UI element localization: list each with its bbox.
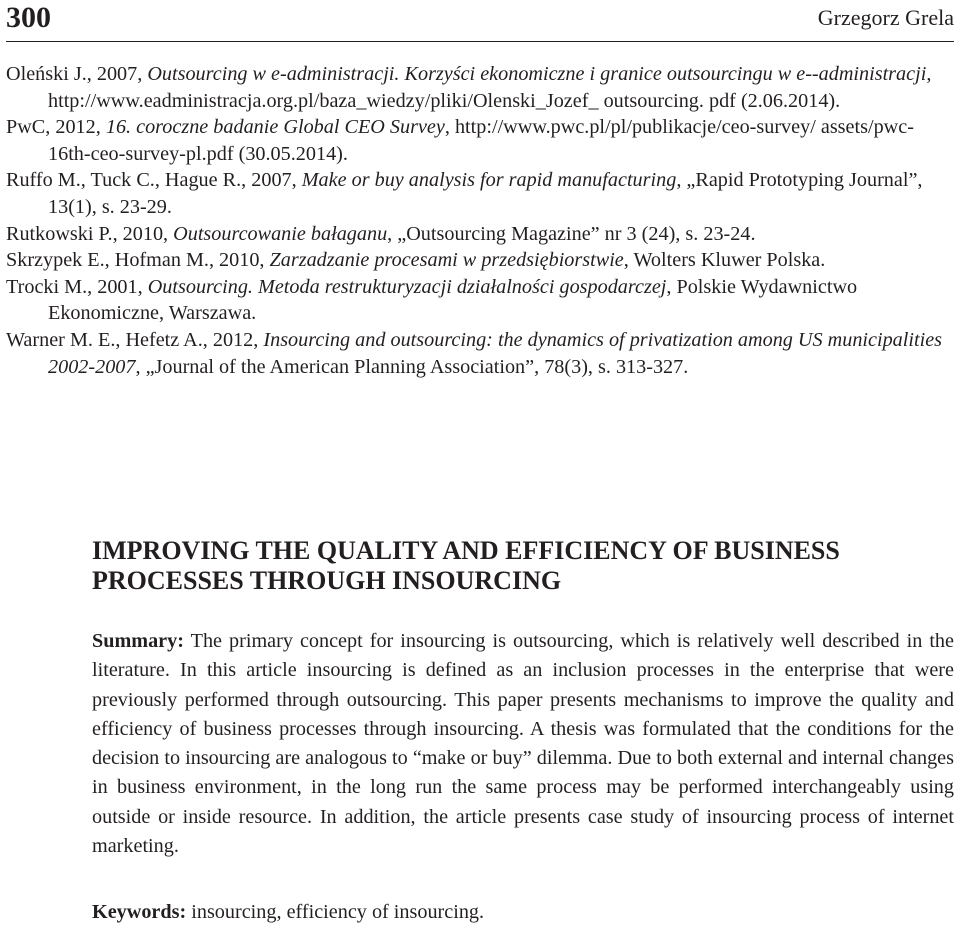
- reference-author: Skrzypek E., Hofman M., 2010,: [6, 249, 270, 272]
- reference-title: Insourcing and outsourcing: the dynamics of privatization among US municipalities 2002-2007: [48, 328, 943, 378]
- reference-item: [6, 61, 954, 114]
- reference-item: [6, 221, 954, 248]
- reference-author: Ruffo M., Tuck C., Hague R., 2007,: [6, 169, 302, 192]
- paper-title: IMPROVING THE QUALITY AND EFFICIENCY OF BUSINESS PROCESSES THROUGH INSOURCING: [92, 536, 840, 595]
- reference-item: [6, 274, 954, 327]
- page-number: 300: [6, 1, 51, 34]
- reference-title: Outsourcowanie bałaganu: [173, 222, 388, 245]
- running-author: Grzegorz Grela: [817, 5, 954, 30]
- reference-author: PwC, 2012,: [6, 116, 106, 139]
- running-header: [6, 0, 954, 42]
- reference-author: Warner M. E., Hefetz A., 2012,: [6, 328, 264, 351]
- reference-item: [6, 114, 954, 167]
- reference-details: , Wolters Kluwer Polska.: [623, 249, 826, 272]
- reference-item: [6, 247, 954, 274]
- keywords-label: Keywords:: [92, 901, 187, 923]
- keywords-line: [92, 898, 954, 927]
- reference-details: , http://www.eadministracja.org.pl/baza_wiedzy/pliki/Olenski_Jozef_ outsourcing. pdf (2.06.2014).: [48, 63, 932, 112]
- summary-text: The primary concept for insourcing is outsourcing, which is relatively well described in the literature. In this article insourcing is defined as an inclusion processes in the enterprise that were previously performed through outsourcing. This paper presents mechanisms to improve the quality and efficiency of business processes through insourcing. A thesis was formulated that the conditions for the decision to insourcing are analogous to “make or buy” dilemma. Due to both external and internal changes in business environment, in the long run the same process may be performed interchangeably using outside or inside resource. In addition, the article presents case study of insourcing process of internet marketing.: [92, 630, 954, 858]
- reference-author: Trocki M., 2001,: [6, 275, 148, 298]
- reference-title: Zarzadzanie procesami w przedsiębiorstwie: [269, 249, 624, 272]
- reference-item: [6, 167, 954, 220]
- reference-details: , „Outsourcing Magazine” nr 3 (24), s. 23-24.: [387, 222, 756, 245]
- reference-item: [6, 327, 954, 380]
- summary-label: Summary:: [92, 630, 184, 652]
- reference-details: , „Journal of the American Planning Association”, 78(3), s. 313-327.: [135, 355, 689, 378]
- reference-list: [6, 61, 954, 380]
- reference-title: Make or buy analysis for rapid manufacturing: [301, 169, 677, 192]
- keywords-text: insourcing, efficiency of insourcing.: [186, 901, 485, 923]
- reference-author: Oleński J., 2007,: [6, 63, 148, 85]
- reference-author: Rutkowski P., 2010,: [6, 222, 174, 245]
- reference-title: Outsourcing. Metoda restrukturyzacji działalności gospodarczej: [147, 275, 667, 298]
- reference-details: , http://www.pwc.pl/pl/publikacje/ceo-survey/ assets/pwc-16th-ceo-survey-pl.pdf (30.05.2014).: [48, 116, 914, 165]
- reference-details: , Polskie Wydawnictwo Ekonomiczne, Warszawa.: [48, 275, 858, 325]
- reference-title: Outsourcing w e-administracji. Korzyści ekonomiczne i granice outsourcingu w e--administracji: [147, 63, 927, 85]
- reference-title: 16. coroczne badanie Global CEO Survey: [105, 116, 445, 139]
- reference-details: , „Rapid Prototyping Journal”, 13(1), s. 23-29.: [48, 169, 923, 218]
- summary-paragraph: [92, 627, 954, 861]
